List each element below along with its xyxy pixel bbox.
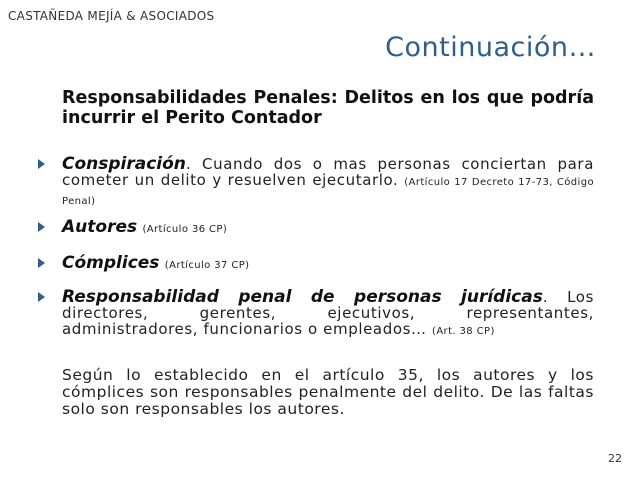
bullet-term: Responsabilidad penal de personas jurídicas <box>62 287 543 307</box>
bullet-item-conspiracion <box>38 156 594 210</box>
bullet-reference: (Artículo 37 CP) <box>164 260 250 271</box>
bullet-text: . Los directores, gerentes, ejecutivos, representantes, administradores, funcionarios o empleados… <box>62 288 594 338</box>
triangle-bullet-icon <box>38 258 45 268</box>
bullet-reference: (Artículo 36 CP) <box>142 224 228 235</box>
bullet-item-autores <box>38 219 594 238</box>
triangle-bullet-icon <box>38 292 45 302</box>
page-number: 22 <box>608 452 622 465</box>
triangle-bullet-icon <box>38 159 45 169</box>
bullet-term: Conspiración <box>62 154 186 174</box>
bullet-term: Autores <box>62 217 138 237</box>
triangle-bullet-icon <box>38 222 45 232</box>
closing-paragraph: Según lo establecido en el artículo 35, los autores y los cómplices son responsables penalmente del delito. De las faltas solo son responsables los autores. <box>62 366 594 418</box>
bullet-item-complices <box>38 255 594 274</box>
bullet-reference: (Artículo 17 Decreto 17-73, Código Penal) <box>62 177 594 207</box>
bullet-reference: (Art. 38 CP) <box>432 326 495 337</box>
slide-heading: Responsabilidades Penales: Delitos en los que podría incurrir el Perito Contador <box>62 88 594 128</box>
bullet-term: Cómplices <box>62 253 160 273</box>
slide-title: Continuación… <box>385 32 596 63</box>
firm-header: CASTAÑEDA MEJÍA & ASOCIADOS <box>8 9 215 23</box>
bullet-item-personas-juridicas <box>38 289 594 340</box>
bullet-text: . Cuando dos o mas personas conciertan para cometer un delito y resuelven ejecutarlo. <box>62 155 594 189</box>
